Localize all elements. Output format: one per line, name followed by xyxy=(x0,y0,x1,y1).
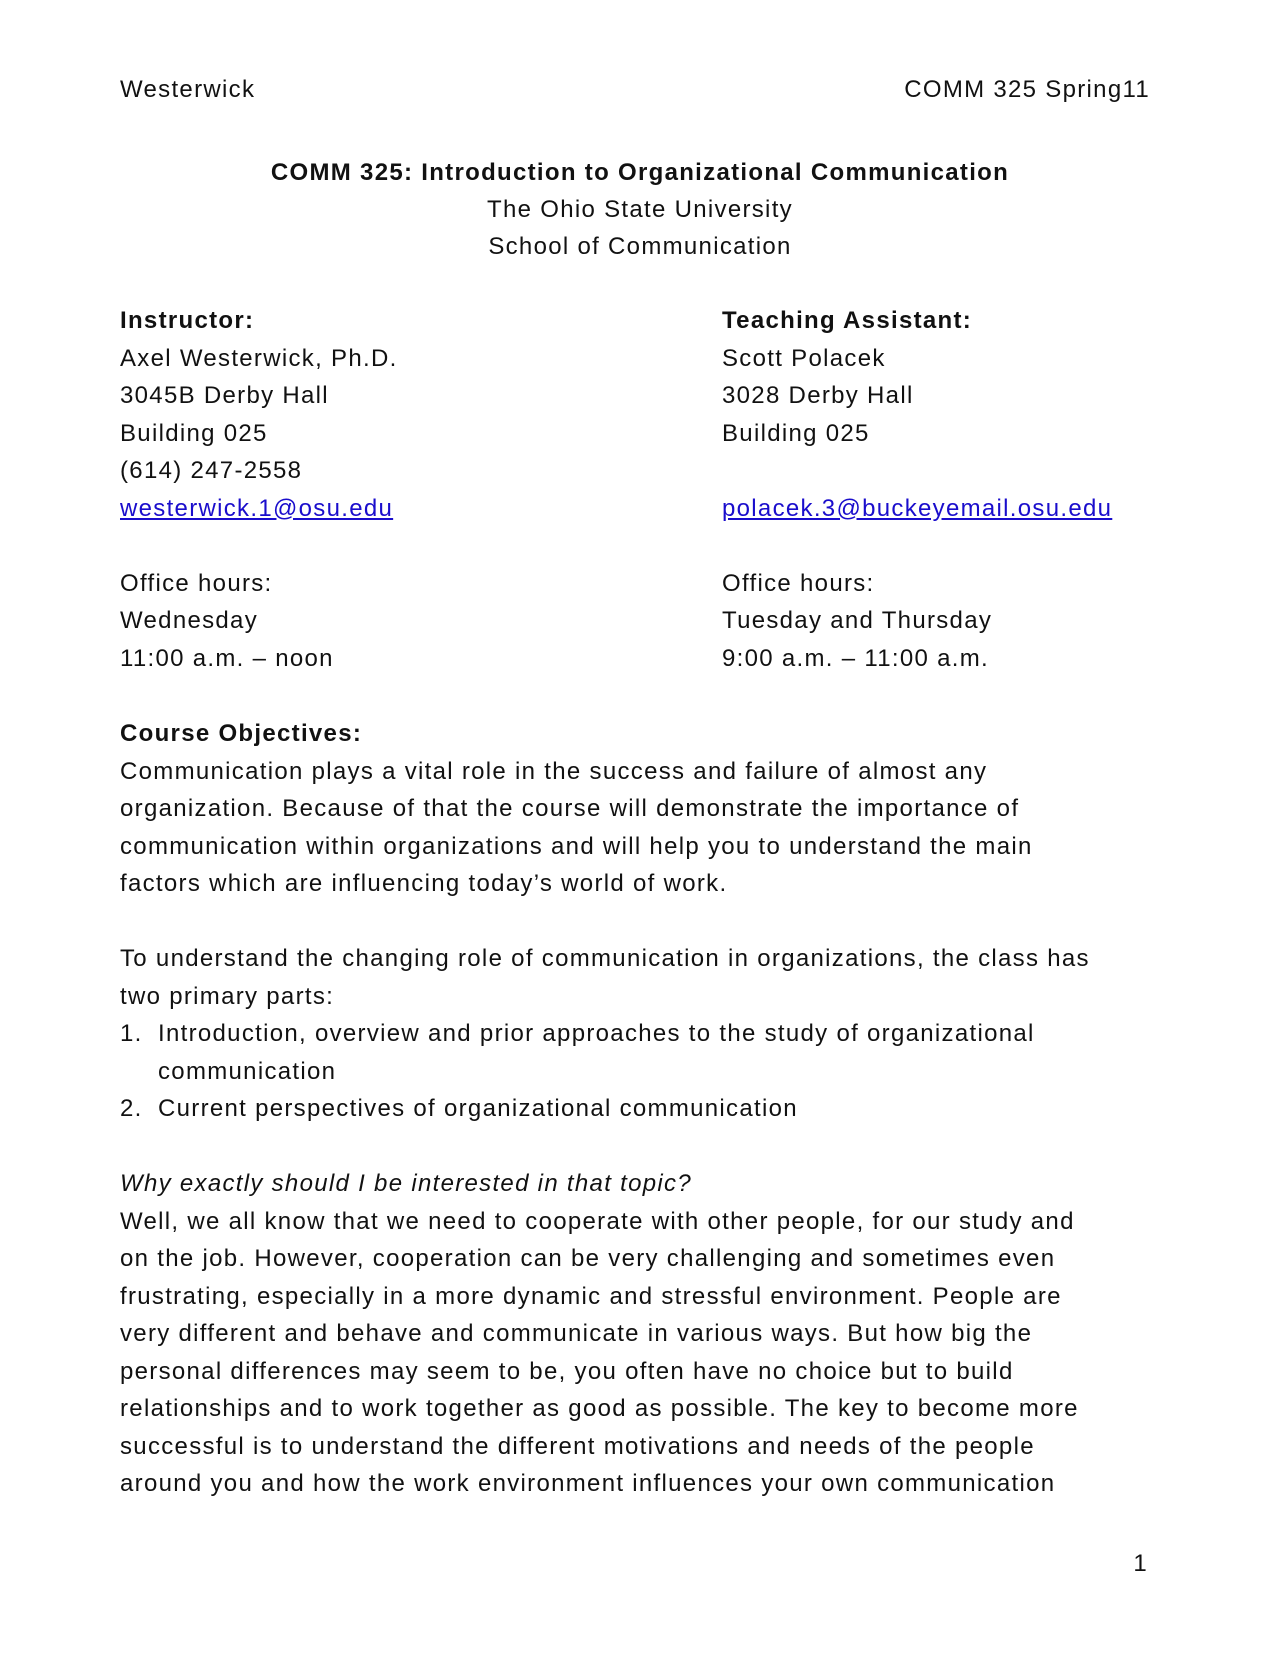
instructor-email-link[interactable]: westerwick.1@osu.edu xyxy=(120,494,394,522)
instructor-hours-day: Wednesday xyxy=(120,607,259,634)
paragraph-line: two primary parts: xyxy=(120,982,335,1010)
course-title: COMM 325: Introduction to Organizational Communication xyxy=(270,159,1010,186)
paragraph-line: around you and how the work environment influences your own communication xyxy=(120,1470,1056,1497)
list-item xyxy=(120,1015,1170,1053)
paragraph-line: factors which are influencing today’s world of work. xyxy=(120,870,728,897)
list-number: 1. xyxy=(120,1020,143,1047)
list-item-text: Introduction, overview and prior approaches to the study of organizational xyxy=(158,1020,1035,1047)
running-header-author: Westerwick xyxy=(120,76,256,103)
objectives-heading: Course Objectives: xyxy=(120,720,363,747)
ta-building: Building 025 xyxy=(722,419,870,447)
paragraph-line: frustrating, especially in a more dynamic and stressful environment. People are xyxy=(120,1282,1062,1310)
paragraph-line: To understand the changing role of communication in organizations, the class has xyxy=(120,945,1090,972)
list-item-continuation: communication xyxy=(158,1057,337,1085)
school-name: School of Communication xyxy=(488,233,792,260)
instructor-name: Axel Westerwick, Ph.D. xyxy=(120,344,398,372)
instructor-building: Building 025 xyxy=(120,419,268,447)
interest-question: Why exactly should I be interested in that topic? xyxy=(120,1170,692,1197)
university-name: The Ohio State University xyxy=(487,196,793,223)
instructor-hours-label: Office hours: xyxy=(120,569,273,597)
ta-office: 3028 Derby Hall xyxy=(722,382,914,409)
instructor-column xyxy=(120,302,398,677)
title-block xyxy=(0,154,1280,265)
list-item xyxy=(120,1090,1170,1128)
paragraph-line: Well, we all know that we need to cooperate with other people, for our study and xyxy=(120,1207,1075,1235)
ta-hours-day: Tuesday and Thursday xyxy=(722,607,993,634)
instructor-heading: Instructor: xyxy=(120,307,255,334)
ta-hours-label: Office hours: xyxy=(722,569,875,597)
list-item-text: Current perspectives of organizational communication xyxy=(158,1095,798,1122)
paragraph-line: very different and behave and communicate in various ways. But how big the xyxy=(120,1320,1033,1347)
ta-column xyxy=(722,302,1112,677)
paragraph-line: on the job. However, cooperation can be very challenging and sometimes even xyxy=(120,1245,1056,1272)
list-number: 2. xyxy=(120,1095,143,1122)
instructor-phone: (614) 247-2558 xyxy=(120,457,303,484)
paragraph-line: personal differences may seem to be, you often have no choice but to build xyxy=(120,1357,1014,1385)
paragraph-line: communication within organizations and will help you to understand the main xyxy=(120,832,1033,860)
paragraph-line: successful is to understand the different motivations and needs of the people xyxy=(120,1432,1035,1460)
ta-heading: Teaching Assistant: xyxy=(722,307,973,334)
paragraph-line: organization. Because of that the course will demonstrate the importance of xyxy=(120,795,1020,822)
paragraph-line: relationships and to work together as good as possible. The key to become more xyxy=(120,1395,1079,1422)
course-objectives-section xyxy=(120,715,1170,1503)
page-number: 1 xyxy=(1133,1550,1148,1577)
paragraph-line: Communication plays a vital role in the success and failure of almost any xyxy=(120,757,988,785)
instructor-hours-time: 11:00 a.m. – noon xyxy=(120,644,334,672)
ta-name: Scott Polacek xyxy=(722,344,886,372)
ta-hours-time: 9:00 a.m. – 11:00 a.m. xyxy=(722,644,989,672)
running-header-course: COMM 325 Spring11 xyxy=(904,76,1150,103)
ta-email-link[interactable]: polacek.3@buckeyemail.osu.edu xyxy=(722,494,1113,522)
instructor-office: 3045B Derby Hall xyxy=(120,382,329,409)
